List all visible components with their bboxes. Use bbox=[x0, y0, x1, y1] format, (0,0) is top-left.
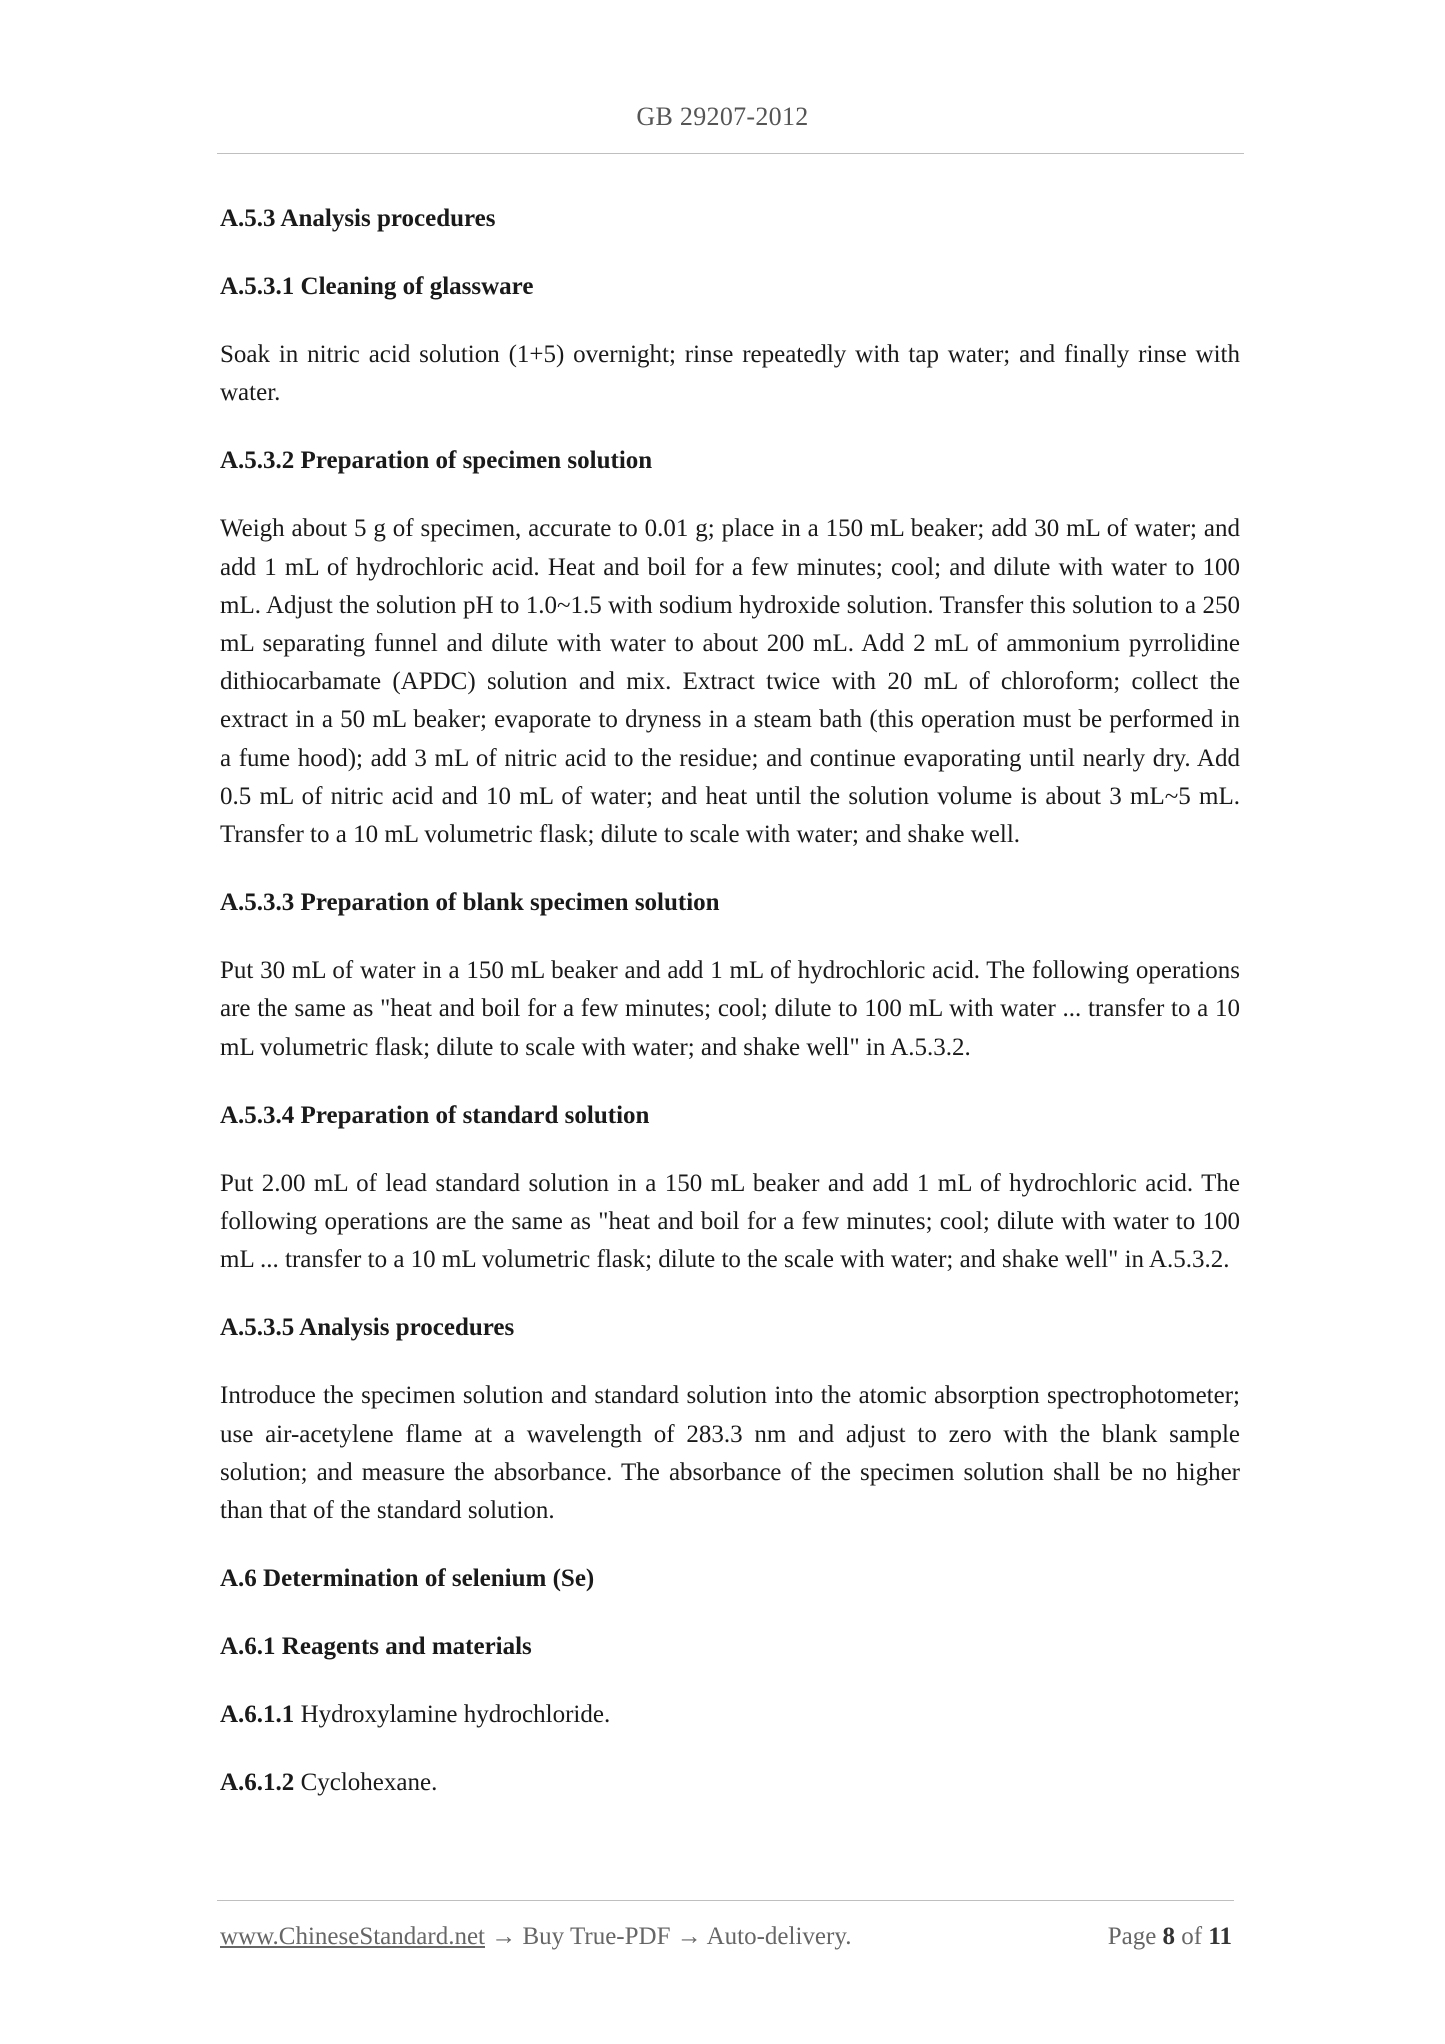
item-text: Hydroxylamine hydrochloride. bbox=[300, 1701, 611, 1729]
section-heading-a534: A.5.3.4 Preparation of standard solution bbox=[220, 1101, 650, 1129]
website-link[interactable]: www.ChineseStandard.net bbox=[220, 1923, 485, 1950]
footer-promo bbox=[220, 1920, 851, 1954]
page-current: 8 bbox=[1162, 1923, 1176, 1950]
paragraph-a535: Introduce the specimen solution and standard solution into the atomic absorption spectrophotometer; use air-acetylene flame at a wavelength of 283.3 nm and adjust to zero with the blank sample solution; and measure the absorbance. The absorbance of the specimen solution shall be no higher than that of the standard solution. bbox=[220, 1382, 1240, 1525]
arrow-right-icon: → bbox=[491, 1923, 517, 1950]
section-heading-a61: A.6.1 Reagents and materials bbox=[220, 1633, 532, 1661]
auto-delivery-text: Auto-delivery. bbox=[706, 1923, 852, 1950]
page-number bbox=[1108, 1920, 1232, 1954]
paragraph-a532: Weigh about 5 g of specimen, accurate to 0.01 g; place in a 150 mL beaker; add 30 mL of water; and add 1 mL of hydrochloric acid. Heat and boil for a few minutes; cool; and dilute with water to 100 mL. Adjust the solution pH to 1.0~1.5 with sodium hydroxide solution. Transfer this solution to a 250 mL separating funnel and dilute with water to about 200 mL. Add 2 mL of ammonium pyrrolidine dithiocarbamate (APDC) solution and mix. Extract twice with 20 mL of chloroform; collect the extract in a 50 mL beaker; evaporate to dryness in a steam bath (this operation must be performed in a fume hood); add 3 mL of nitric acid to the residue; and continue evaporating until nearly dry. Add 0.5 mL of nitric acid and 10 mL of water; and heat until the solution volume is about 3 mL~5 mL. Transfer to a 10 mL volumetric flask; dilute to scale with water; and shake well. bbox=[220, 515, 1240, 849]
paragraph-a531: Soak in nitric acid solution (1+5) overnight; rinse repeatedly with tap water; and finally rinse with water. bbox=[220, 341, 1240, 407]
document-header-title: GB 29207-2012 bbox=[636, 102, 809, 131]
header-divider bbox=[217, 153, 1244, 154]
page-of-label: of bbox=[1181, 1923, 1203, 1950]
section-heading-a535: A.5.3.5 Analysis procedures bbox=[220, 1314, 515, 1342]
item-text: Cyclohexane. bbox=[300, 1769, 438, 1797]
list-item-a612 bbox=[220, 1764, 1240, 1802]
arrow-right-icon: → bbox=[676, 1923, 702, 1950]
page-label: Page bbox=[1107, 1923, 1157, 1950]
section-heading-a533: A.5.3.3 Preparation of blank specimen solution bbox=[220, 889, 720, 917]
paragraph-a534: Put 2.00 mL of lead standard solution in a 150 mL beaker and add 1 mL of hydrochloric acid. The following operations are the same as "heat and boil for a few minutes; cool; dilute with water to 100 mL ... transfer to a 10 mL volumetric flask; dilute to the scale with water; and shake well" in A.5.3.2. bbox=[220, 1169, 1240, 1274]
section-heading-a531: A.5.3.1 Cleaning of glassware bbox=[220, 273, 534, 300]
page-total: 11 bbox=[1208, 1923, 1232, 1950]
item-number: A.6.1.2 bbox=[220, 1769, 295, 1797]
item-number: A.6.1.1 bbox=[220, 1701, 295, 1729]
buy-pdf-text: Buy True-PDF bbox=[522, 1923, 671, 1950]
section-heading-a532: A.5.3.2 Preparation of specimen solution bbox=[220, 447, 653, 475]
section-heading-a53: A.5.3 Analysis procedures bbox=[220, 205, 496, 232]
section-heading-a6: A.6 Determination of selenium (Se) bbox=[220, 1565, 595, 1593]
footer-divider bbox=[217, 1900, 1234, 1901]
list-item-a611 bbox=[220, 1696, 1240, 1734]
document-body bbox=[220, 200, 1240, 1832]
paragraph-a533: Put 30 mL of water in a 150 mL beaker and add 1 mL of hydrochloric acid. The following operations are the same as "heat and boil for a few minutes; cool; dilute to 100 mL with water ... transfer to a 10 mL volumetric flask; dilute to scale with water; and shake well" in A.5.3.2. bbox=[220, 957, 1240, 1061]
